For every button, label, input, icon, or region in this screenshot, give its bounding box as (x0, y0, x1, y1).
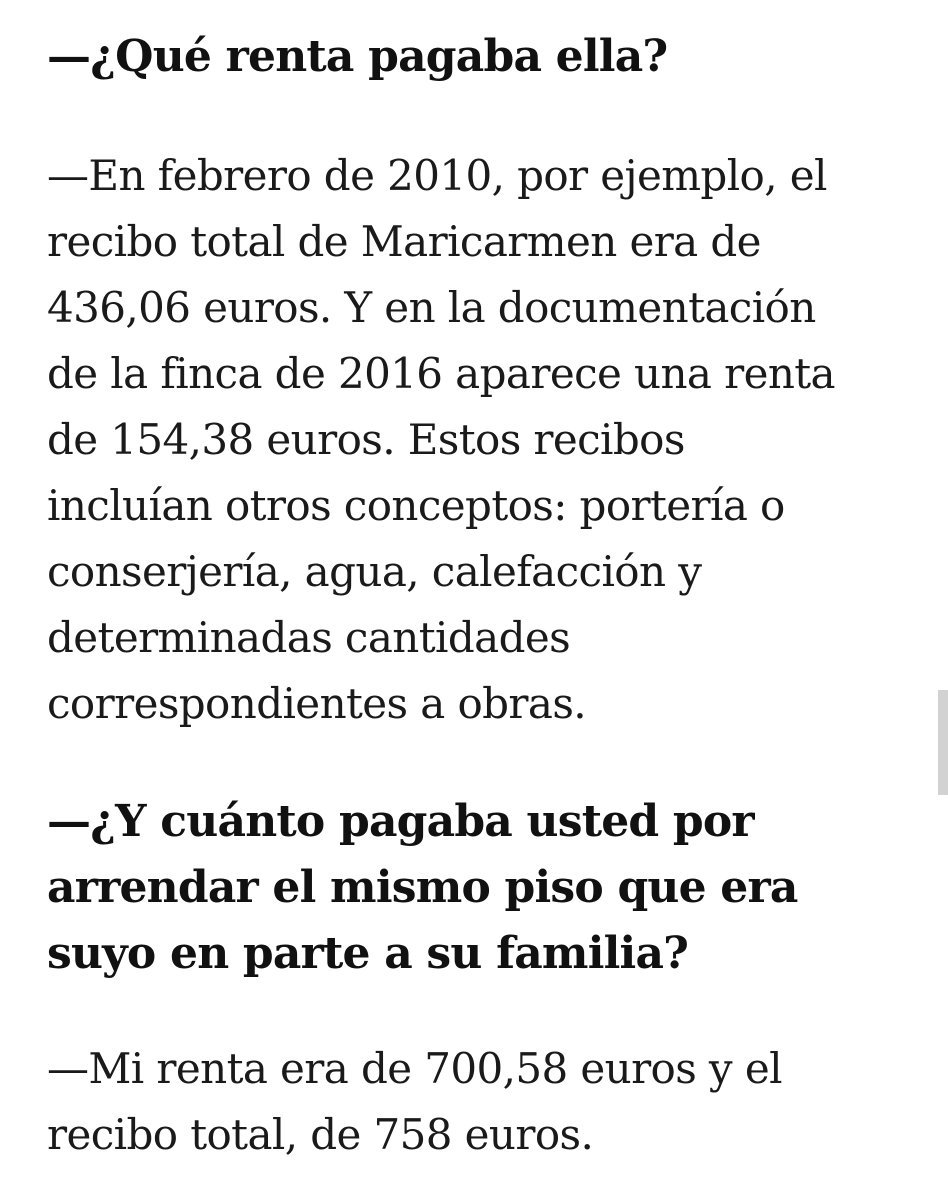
answer-1-line: conserjería, agua, calefacción y (47, 547, 702, 596)
question-2-line: arrendar el mismo piso que era (47, 862, 798, 913)
question-2-line: —¿Y cuánto pagaba usted por (47, 796, 754, 847)
interview-answer-2 (47, 1036, 782, 1168)
interview-question-2 (47, 789, 798, 987)
answer-1-line: recibo total de Maricarmen era de (47, 217, 761, 266)
answer-1-line: incluían otros conceptos: portería o (47, 481, 785, 530)
answer-1-line: de 154,38 euros. Estos recibos (47, 415, 685, 464)
answer-1-line: correspondientes a obras. (47, 679, 587, 728)
question-1-line: —¿Qué renta pagaba ella? (47, 31, 668, 82)
scrollbar-thumb[interactable] (938, 690, 948, 795)
answer-1-line: 436,06 euros. Y en la documentación (47, 283, 816, 332)
interview-question-1 (47, 24, 667, 90)
answer-2-line: recibo total, de 758 euros. (47, 1110, 594, 1159)
answer-1-line: determinadas cantidades (47, 613, 571, 662)
question-2-line: suyo en parte a su familia? (47, 928, 689, 979)
interview-answer-1 (47, 143, 835, 737)
answer-2-line: —Mi renta era de 700,58 euros y el (47, 1044, 782, 1093)
answer-1-line: —En febrero de 2010, por ejemplo, el (47, 151, 827, 200)
answer-1-line: de la finca de 2016 aparece una renta (47, 349, 836, 398)
